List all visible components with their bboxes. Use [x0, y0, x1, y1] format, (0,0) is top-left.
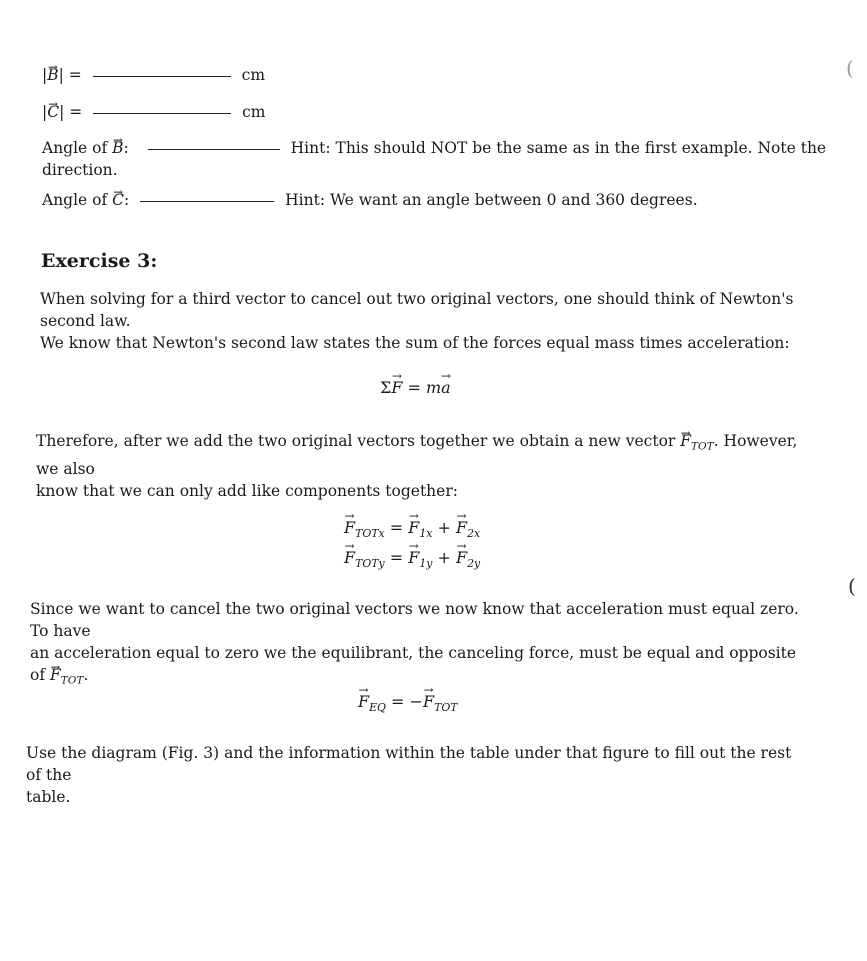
- angle-c-label: Angle of → C:: [42, 191, 129, 209]
- magnitude-b-blank[interactable]: [93, 75, 231, 77]
- equation-equilibrant: → $F_{EQ}$ = −→ $F_{TOT}$: [358, 692, 458, 714]
- angle-b-blank[interactable]: [148, 148, 280, 150]
- magnitude-c-blank[interactable]: [93, 112, 231, 114]
- margin-mark-top: (: [846, 56, 854, 80]
- angle-b-hint: Hint: This should NOT be the same as in the first example. Note the: [290, 139, 827, 157]
- paragraph-line: Therefore, after we add the two original vectors together we obtain a new vector → $F_{TOT}$. However, we also: [36, 430, 806, 480]
- paragraph-line: know that we can only add like components together:: [36, 481, 458, 500]
- paragraph-line: We know that Newton's second law states the sum of the forces equal mass times acceleration:: [40, 334, 790, 352]
- equation-component-x: → $F_{TOTx}$ = → $F_{1x}$ + → $F_{2x}$: [344, 518, 480, 540]
- paragraph-total-vector: [36, 430, 806, 502]
- exercise-heading: Exercise 3:: [41, 250, 158, 272]
- paragraph-line: an acceleration equal to zero we the equilibrant, the canceling force, must be equal and opposite of → $F_{TOT}$.: [30, 642, 800, 692]
- margin-mark-middle: (: [848, 574, 856, 598]
- paragraph-line: When solving for a third vector to cancel out two original vectors, one should think of Newton's second law.: [40, 290, 794, 330]
- magnitude-b-unit: cm: [241, 66, 266, 84]
- angle-c-blank[interactable]: [140, 200, 274, 202]
- paragraph-line: table.: [26, 788, 71, 806]
- angle-b-hint-continued: direction.: [42, 161, 118, 179]
- equation-newton: Σ→ F = m→ a: [380, 378, 451, 397]
- equation-component-y: → $F_{TOTy}$ = → $F_{1y}$ + → $F_{2y}$: [344, 548, 480, 570]
- magnitude-c-label: |→ C| =: [42, 103, 82, 121]
- angle-c-hint: Hint: We want an angle between 0 and 360 degrees.: [285, 191, 698, 209]
- paragraph-line: Use the diagram (Fig. 3) and the information within the table under that figure to fill out the rest of the: [26, 744, 792, 784]
- magnitude-b-label: |→ B| =: [42, 66, 82, 84]
- paragraph-equilibrant: [30, 598, 800, 692]
- angle-c-row: [42, 189, 698, 211]
- magnitude-b-row: [42, 64, 265, 86]
- angle-b-label: Angle of → B:: [42, 139, 129, 157]
- paragraph-instructions: [26, 742, 796, 808]
- magnitude-c-unit: cm: [242, 103, 266, 121]
- paragraph-line: Since we want to cancel the two original vectors we now know that acceleration must equal zero. To have: [30, 600, 799, 640]
- magnitude-c-row: [42, 101, 266, 123]
- angle-b-row: [42, 137, 826, 159]
- paragraph-newton: [40, 288, 810, 354]
